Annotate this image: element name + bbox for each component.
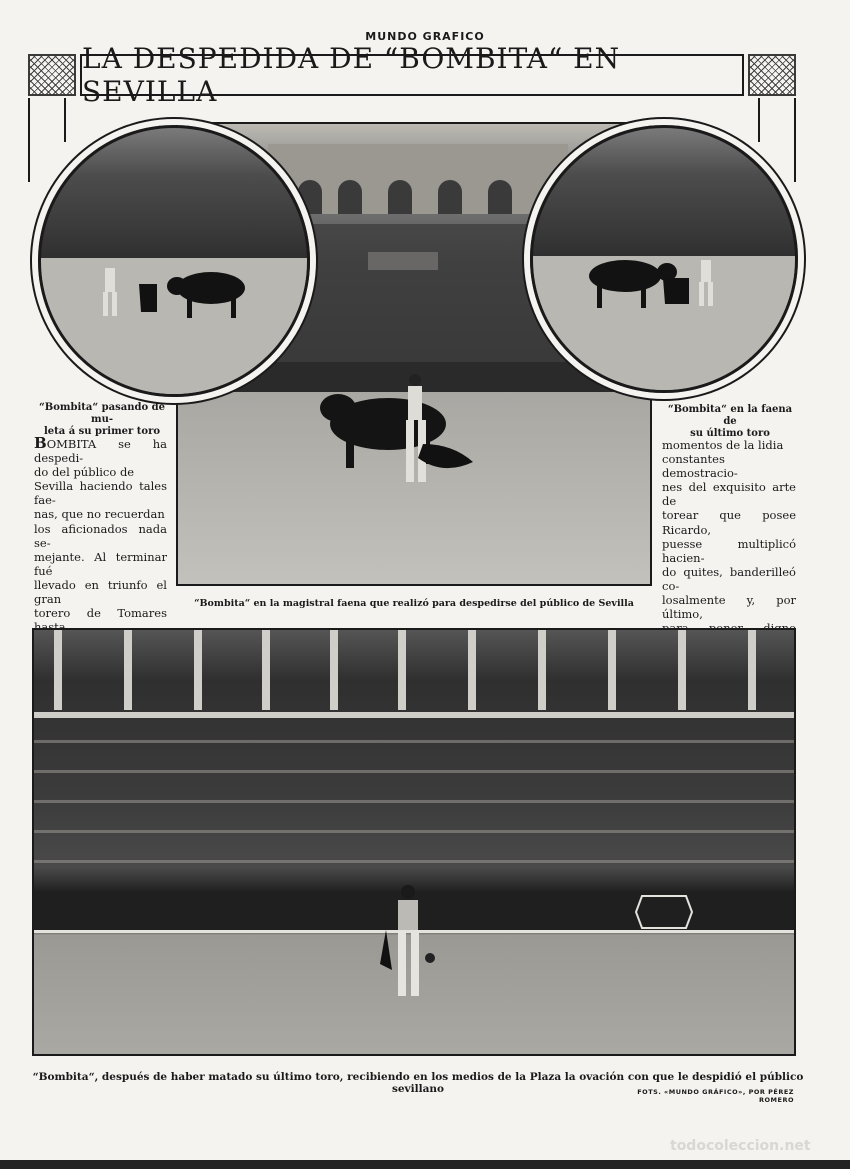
ornament-right-icon — [748, 54, 796, 96]
ornament-left-icon — [28, 54, 76, 96]
article-left-line-5: los aficionados nada se- — [34, 521, 167, 550]
article-left-line-8: torero de Tomares — [34, 606, 167, 621]
roundel-left-illustration — [41, 128, 307, 394]
pendant-left-outer — [28, 98, 30, 182]
article-right-line-2: constantes demostracio- — [662, 452, 738, 481]
pendant-left-inner — [64, 98, 66, 142]
article-left-line-1: BOMBITA se ha despedi- — [34, 434, 167, 466]
article-left-line-6: mejante. Al terminar fué — [34, 549, 167, 578]
article-right-line-3: nes del exquisito arte de — [662, 480, 796, 509]
caption-center: “Bombita“ en la magistral faena que realizó para despedirse del público de Sevilla — [194, 598, 634, 609]
caption-left-roundel-line1: “Bombita“ pasando de mu- — [39, 402, 165, 425]
article-right-line-7: losalmente y, por último, — [662, 593, 796, 622]
article-right-line-6: do quites, banderilleó co- — [662, 564, 796, 593]
caption-right-roundel-line2: su último toro — [690, 428, 770, 439]
pendant-right-outer — [794, 98, 796, 182]
roundel-right-illustration — [533, 128, 795, 390]
masthead: MUNDO GRAFICO — [365, 30, 485, 43]
photo-roundel-right — [530, 125, 798, 393]
caption-right-roundel-line1: “Bombita“ en la faena de — [667, 404, 793, 427]
photo-bottom-illustration — [34, 630, 794, 1054]
pendant-right-inner — [758, 98, 760, 142]
article-right-line-1: momentos de la lidia — [662, 438, 784, 452]
photo-credit: FOTS. «MUNDO GRÁFICO», POR PÉREZ ROMERO — [637, 1088, 794, 1104]
article-left-line-2: do del público de — [34, 465, 135, 480]
dropcap: B — [34, 434, 47, 452]
photo-roundel-left — [38, 125, 310, 397]
bottom-edge-bar — [0, 1160, 850, 1169]
page-title: LA DESPEDIDA DE “BOMBITA“ EN SEVILLA — [80, 54, 744, 96]
caption-right-roundel — [664, 404, 796, 440]
article-left-line-7: llevado en triunfo el gran — [34, 577, 167, 607]
photo-bottom-ovation — [32, 628, 796, 1056]
title-banner — [28, 42, 796, 108]
article-right-line-5: puesse multiplicó hacien- — [662, 536, 796, 565]
article-left-line-4: nas, que no recuerdan — [34, 507, 165, 522]
caption-bottom-line2: sevillano — [391, 1083, 445, 1095]
article-left-line-3: Sevilla haciendo tales fae- — [34, 479, 167, 508]
watermark: todocoleccion.net — [670, 1138, 811, 1154]
caption-left-roundel-line2: leta á su primer toro — [43, 426, 161, 437]
article-right-line-4: torear que posee Ricardo, — [662, 508, 796, 537]
caption-left-roundel — [36, 402, 168, 438]
caption-bottom-line1: “Bombita“, después de haber matado su último toro, recibiendo en los medios de la Plaza la ovación con que le despidió el público — [32, 1071, 804, 1083]
